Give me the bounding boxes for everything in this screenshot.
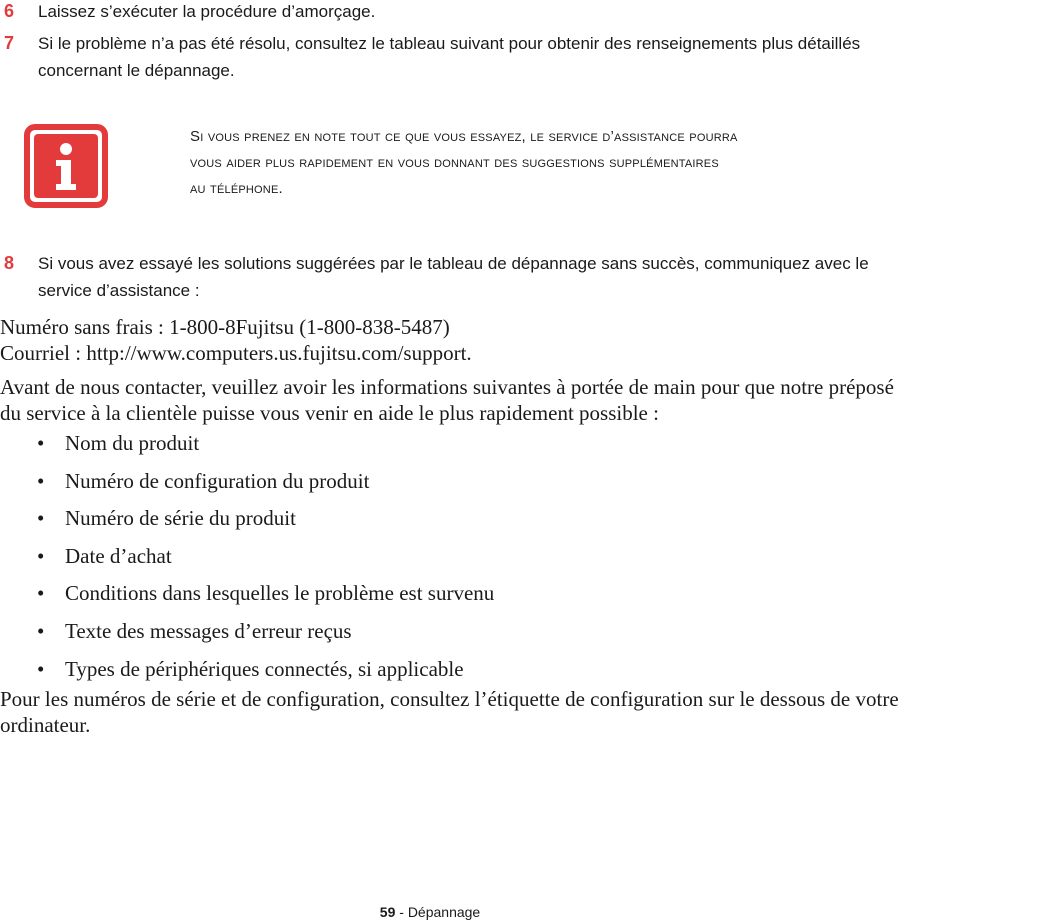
phone-line: Numéro sans frais : 1-800-8Fujitsu (1-800-838-5487) bbox=[0, 315, 450, 339]
paragraph-line: du service à la clientèle puisse vous venir en aide le plus rapidement possible : bbox=[0, 401, 659, 425]
section-name: Dépannage bbox=[407, 904, 481, 920]
step-text bbox=[38, 0, 1038, 25]
step-line: service d’assistance : bbox=[38, 281, 200, 300]
step-line: Laissez s’exécuter la procédure d’amorçage. bbox=[38, 2, 376, 21]
bullet-icon: • bbox=[37, 618, 45, 643]
step-line: concernant le dépannage. bbox=[38, 61, 235, 80]
step-text bbox=[38, 30, 1038, 84]
bullet-icon: • bbox=[37, 581, 45, 606]
step-line: Si vous avez essayé les solutions suggérées par le tableau de dépannage sans succès, communiquez avec le bbox=[38, 254, 869, 273]
list-item-text: Nom du produit bbox=[65, 431, 200, 455]
info-icon bbox=[24, 124, 108, 208]
note-line: au téléphone. bbox=[190, 180, 283, 197]
list-item-text: Types de périphériques connectés, si applicable bbox=[65, 656, 464, 681]
step-text bbox=[38, 250, 1038, 304]
note-line: Si vous prenez en note tout ce que vous essayez, le service d’assistance pourra bbox=[190, 128, 738, 145]
bullet-icon: • bbox=[37, 543, 45, 568]
list-item-text: Date d’achat bbox=[65, 543, 172, 568]
paragraph-line: Pour les numéros de série et de configuration, consultez l’étiquette de configuration sur le dessous de votre bbox=[0, 687, 899, 711]
note-line: vous aider plus rapidement en vous donnant des suggestions supplémentaires bbox=[190, 154, 719, 171]
step-number: 6 bbox=[4, 1, 15, 21]
list-item bbox=[0, 618, 1040, 656]
bullet-icon: • bbox=[37, 506, 45, 531]
list-item-text: Numéro de série du produit bbox=[65, 506, 296, 531]
info-note bbox=[190, 124, 1010, 202]
paragraph-line: Avant de nous contacter, veuillez avoir les informations suivantes à portée de main pour que notre préposé bbox=[0, 375, 894, 399]
list-item bbox=[0, 580, 1040, 618]
page-number: 59 bbox=[379, 904, 396, 920]
info-checklist bbox=[0, 430, 1040, 693]
page-footer bbox=[0, 903, 860, 921]
list-item bbox=[0, 430, 1040, 468]
paragraph-line: ordinateur. bbox=[0, 713, 91, 737]
list-item-text: Texte des messages d’erreur reçus bbox=[65, 618, 352, 643]
list-item-text: Numéro de configuration du produit bbox=[65, 468, 370, 493]
list-item bbox=[0, 543, 1040, 581]
list-item bbox=[0, 505, 1040, 543]
bullet-icon: • bbox=[37, 656, 45, 681]
step-line: Si le problème n’a pas été résolu, consultez le tableau suivant pour obtenir des renseignements plus détaillés bbox=[38, 34, 861, 53]
bullet-icon: • bbox=[37, 431, 45, 455]
outro-paragraph bbox=[0, 686, 1040, 738]
intro-paragraph bbox=[0, 374, 1040, 426]
step-number: 7 bbox=[4, 33, 15, 53]
step-number: 8 bbox=[4, 253, 15, 273]
email-line: Courriel : http://www.computers.us.fujitsu.com/support. bbox=[0, 341, 472, 365]
list-item-text: Conditions dans lesquelles le problème est survenu bbox=[65, 581, 495, 606]
list-item bbox=[0, 468, 1040, 506]
contact-info bbox=[0, 314, 1040, 366]
footer-separator: - bbox=[395, 904, 408, 920]
bullet-icon: • bbox=[37, 468, 45, 493]
